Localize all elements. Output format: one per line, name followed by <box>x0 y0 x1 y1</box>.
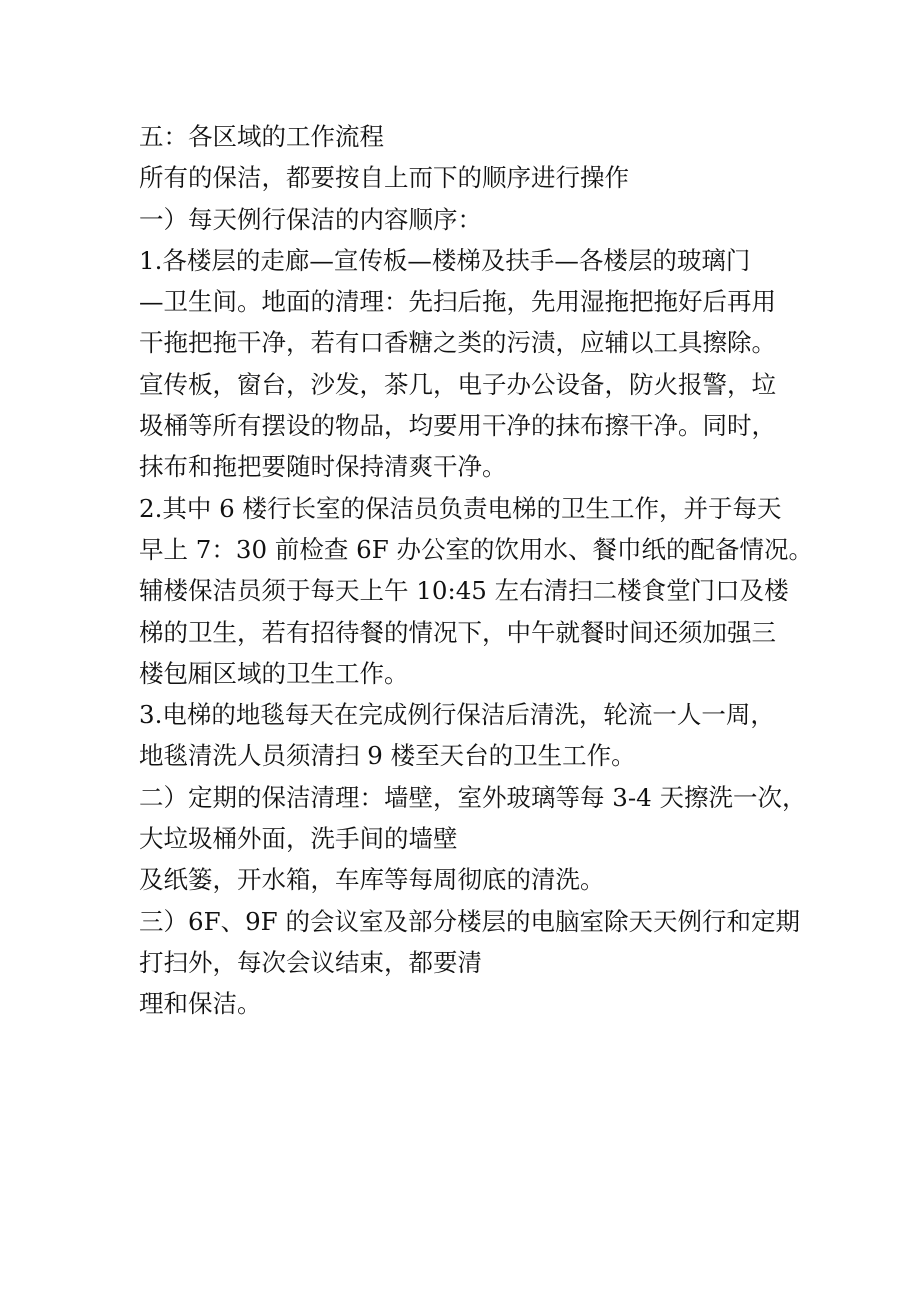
intro-paragraph: 所有的保洁，都要按自上而下的顺序进行操作 <box>139 163 629 193</box>
daily-cleaning-heading: 一）每天例行保洁的内容顺序： <box>139 204 482 234</box>
periodic-cleaning-paragraph <box>139 777 807 901</box>
daily-item-3 <box>139 694 804 777</box>
text-line: 宣传板，窗台，沙发，茶几，电子办公设备，防火报警，垃 <box>139 369 776 399</box>
text-line: 圾桶等所有摆设的物品，均要用干净的抹布擦干净。同时， <box>139 411 776 441</box>
text-line: —卫生间。地面的清理：先扫后拖，先用湿拖把拖好后再用 <box>139 287 776 317</box>
text-line: 2.其中 6 楼行长室的保洁员负责电梯的卫生工作，并于每天 <box>139 493 782 523</box>
text-line: 打扫外，每次会议结束，都要清 <box>139 947 482 977</box>
text-line: 楼包厢区域的卫生工作。 <box>139 658 409 688</box>
text-line: 大垃圾桶外面，洗手间的墙壁 <box>139 824 458 854</box>
text-line: 二）定期的保洁清理：墙壁，室外玻璃等每 3-4 天擦洗一次， <box>139 782 807 812</box>
daily-item-1 <box>139 240 804 488</box>
text-line: 干拖把拖干净，若有口香糖之类的污渍，应辅以工具擦除。 <box>139 328 776 358</box>
meeting-room-paragraph <box>139 901 804 1025</box>
text-line: 1.各楼层的走廊—宣传板—楼梯及扶手—各楼层的玻璃门 <box>139 245 751 275</box>
text-line: 三）6F、9F 的会议室及部分楼层的电脑室除天天例行和定期 <box>139 906 800 936</box>
daily-item-2 <box>139 488 813 694</box>
text-line: 及纸篓，开水箱，车库等每周彻底的清洗。 <box>139 865 605 895</box>
text-line: 辅楼保洁员须于每天上午 10:45 左右清扫二楼食堂门口及楼 <box>139 576 789 606</box>
text-line: 3.电梯的地毯每天在完成例行保洁后清洗，轮流一人一周， <box>139 700 775 730</box>
text-line: 地毯清洗人员须清扫 9 楼至天台的卫生工作。 <box>139 741 636 771</box>
text-line: 抹布和拖把要随时保持清爽干净。 <box>139 452 507 482</box>
text-line: 理和保洁。 <box>139 989 262 1019</box>
text-line: 早上 7：30 前检查 6F 办公室的饮用水、餐巾纸的配备情况。 <box>139 534 813 564</box>
document-body <box>139 116 813 1025</box>
section-heading: 五：各区域的工作流程 <box>139 122 384 151</box>
text-line: 梯的卫生，若有招待餐的情况下，中午就餐时间还须加强三 <box>139 617 776 647</box>
